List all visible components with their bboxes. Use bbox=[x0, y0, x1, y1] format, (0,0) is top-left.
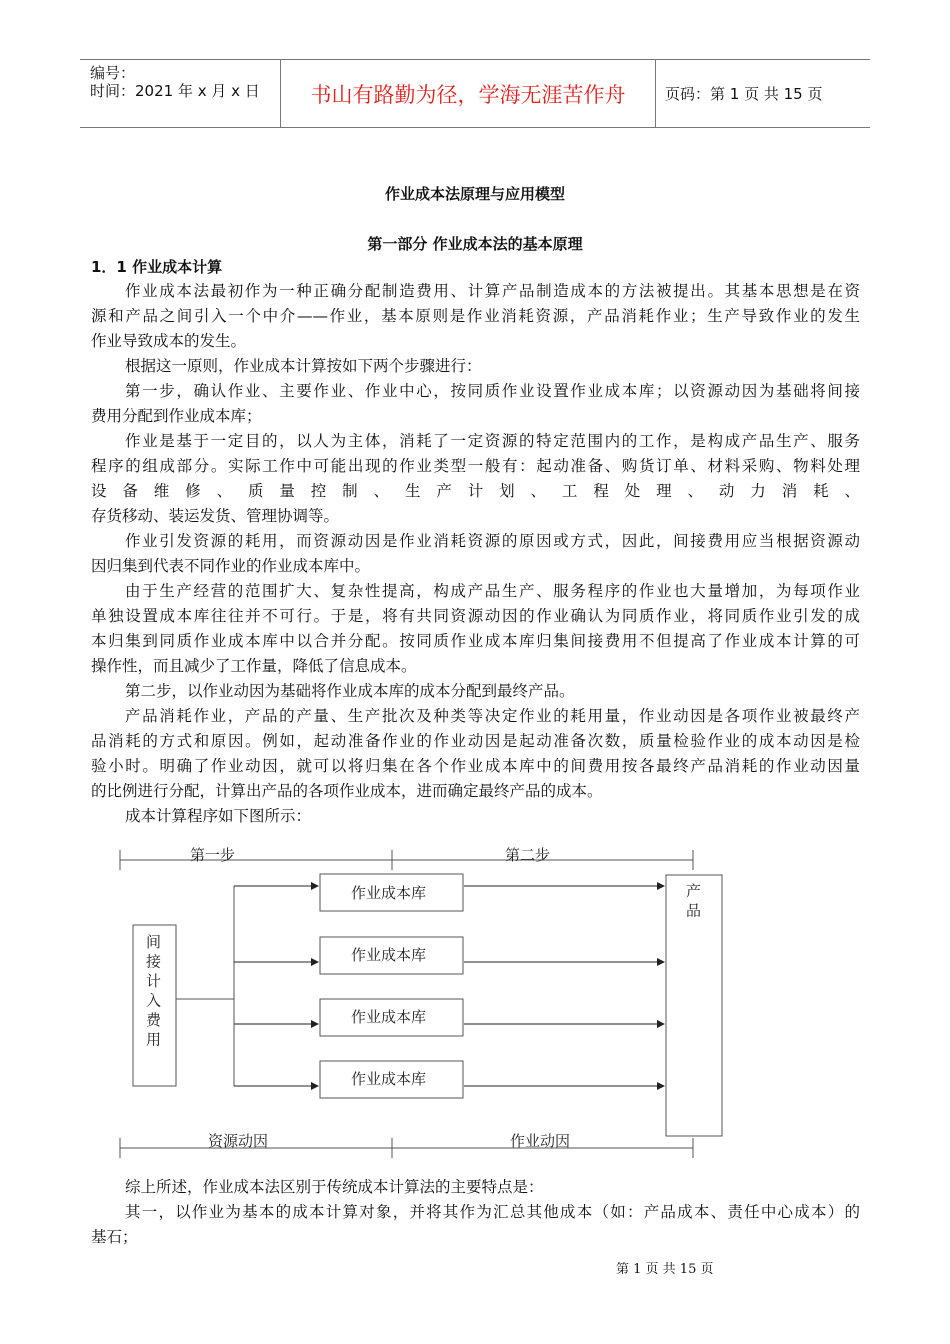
page-number: 第 1 页 共 15 页 bbox=[616, 1262, 714, 1277]
text-line: 的比例进行分配，计算出产品的各项作业成本，进而确定最终产品的成本。 bbox=[91, 782, 603, 800]
text-line: 本归集到同质作业成本库中以合并分配。按同质作业成本库归集间接费用不但提高了作业成本计算的可 bbox=[91, 632, 860, 650]
pool-label: 作业成本库 bbox=[351, 946, 427, 964]
section-heading: 1．1 作业成本计算 bbox=[91, 258, 223, 276]
text-line: 程序的组成部分。实际工作中可能出现的作业类型一般有：起动准备、购货订单、材料采购、物料处理 bbox=[91, 457, 860, 475]
text-line: 因归集到代表不同作业的作业成本库中。 bbox=[91, 557, 371, 575]
footer-text bbox=[91, 1175, 860, 1250]
date-label: 时间：2021 年 x 月 x 日 bbox=[90, 82, 260, 100]
body-text bbox=[91, 279, 860, 829]
activity-driver-label: 作业动因 bbox=[510, 1132, 571, 1150]
text-line: 综上所述，作业成本法区别于传统成本计算法的主要特点是： bbox=[125, 1178, 544, 1196]
text-line: 费用分配到作业成本库； bbox=[91, 407, 262, 425]
text-line: 验小时。明确了作业动因，就可以将归集在各个作业成本库中的间费用按各最终产品消耗的作业动因量 bbox=[91, 757, 860, 775]
header-meta bbox=[80, 60, 280, 127]
page-header bbox=[80, 59, 870, 128]
pool-label: 作业成本库 bbox=[351, 1008, 427, 1026]
text-line: 根据这一原则，作业成本计算按如下两个步骤进行： bbox=[125, 357, 482, 375]
header-motto: 书山有路勤为径，学海无涯苦作舟 bbox=[280, 60, 656, 127]
pool-label: 作业成本库 bbox=[351, 884, 427, 902]
vertical-char: 计 bbox=[146, 972, 162, 990]
number-label: 编号： bbox=[90, 64, 136, 82]
vertical-char: 费 bbox=[146, 1011, 162, 1029]
resource-driver-label: 资源动因 bbox=[208, 1132, 269, 1150]
vertical-char: 入 bbox=[146, 991, 162, 1010]
text-line: 基石； bbox=[91, 1228, 138, 1246]
text-line: 产品消耗作业，产品的产量、生产批次及种类等决定作业的耗用量，作业动因是各项作业被最终产 bbox=[125, 707, 860, 725]
vertical-char: 接 bbox=[146, 952, 162, 971]
text-line: 作业是基于一定目的，以人为主体，消耗了一定资源的特定范围内的工作，是构成产品生产、服务 bbox=[125, 432, 860, 450]
document-title: 作业成本法原理与应用模型 bbox=[384, 185, 565, 203]
text-line: 单独设置成本库往往并不可行。于是，将有共同资源动因的作业确认为同质作业，将同质作业引发的成 bbox=[91, 607, 860, 625]
text-line: 第二步，以作业动因为基础将作业成本库的成本分配到最终产品。 bbox=[125, 682, 575, 700]
text-line: 作业导致成本的发生。 bbox=[91, 332, 247, 350]
text-line: 由于生产经营的范围扩大、复杂性提高，构成产品生产、服务程序的作业也大量增加，为每项作业 bbox=[125, 582, 860, 600]
step2-label: 第二步 bbox=[505, 846, 551, 864]
source-label bbox=[146, 933, 162, 1049]
part-title: 第一部分 作业成本法的基本原理 bbox=[367, 235, 583, 253]
text-line: 第一步，确认作业、主要作业、作业中心，按同质作业设置作业成本库；以资源动因为基础将间接 bbox=[125, 382, 860, 400]
text-line: 操作性，而且减少了工作量，降低了信息成本。 bbox=[91, 657, 417, 675]
text-line: 源和产品之间引入一个中介——作业，基本原则是作业消耗资源，产品消耗作业；生产导致作业的发生 bbox=[91, 307, 860, 325]
product-label bbox=[686, 882, 701, 920]
text-line: 作业引发资源的耗用，而资源动因是作业消耗资源的原因或方式，因此，间接费用应当根据资源动 bbox=[125, 532, 860, 550]
vertical-char: 间 bbox=[146, 933, 162, 951]
vertical-char: 产 bbox=[686, 882, 702, 900]
text-line: 成本计算程序如下图所示： bbox=[125, 807, 312, 825]
pool-label: 作业成本库 bbox=[351, 1070, 427, 1088]
step1-label: 第一步 bbox=[190, 846, 236, 864]
text-line: 其一，以作业为基本的成本计算对象，并将其作为汇总其他成本（如：产品成本、责任中心成本）的 bbox=[125, 1203, 860, 1221]
text-line: 设备维修、质量控制、生产计划、工程处理、动力消耗、 bbox=[91, 482, 860, 500]
header-page-code: 页码：第 1 页 共 15 页 bbox=[665, 85, 823, 103]
text-line: 品消耗的方式和原因。例如，起动准备作业的作业动因是起动准备次数，质量检验作业的成本动因是检 bbox=[91, 732, 860, 750]
text-line: 存货移动、装运发货、管理协调等。 bbox=[91, 507, 340, 525]
text-line: 作业成本法最初作为一种正确分配制造费用、计算产品制造成本的方法被提出。其基本思想是在资 bbox=[125, 282, 860, 300]
vertical-char: 品 bbox=[686, 901, 702, 920]
cost-flow-diagram bbox=[110, 840, 740, 1170]
vertical-char: 用 bbox=[146, 1030, 162, 1049]
